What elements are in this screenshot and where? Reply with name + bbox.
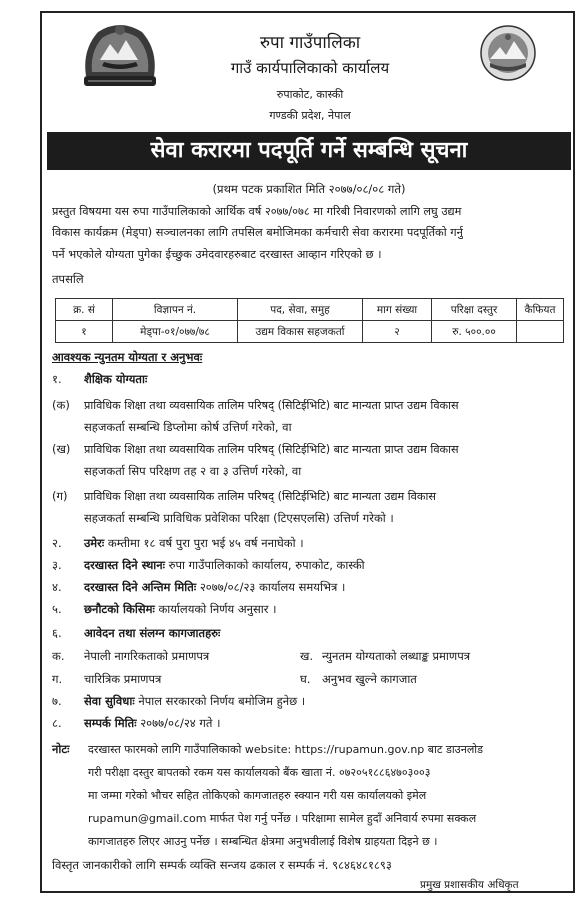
- table-cell: २: [363, 321, 432, 343]
- info-value: रुपा गाउँपालिकाको कार्यालय, रुपाकोट, कास्की: [168, 558, 365, 572]
- info-value: २०७७/०८/२४ गते ।: [140, 716, 221, 730]
- document-item: नेपाली नागरिकताको प्रमाणपत्र: [84, 649, 210, 663]
- column-header: माग संख्या: [363, 299, 432, 321]
- nepal-emblem-icon: [78, 20, 162, 90]
- table-cell: १: [56, 321, 113, 343]
- requirements-heading: आवश्यक न्युनतम योग्यता र अनुभवः: [52, 350, 203, 364]
- education-item: सहजकर्ता सम्बन्धि डिप्लोमा कोर्ष उत्तिर्ण गरेको, वा: [84, 420, 292, 434]
- table-cell: उद्यम विकास सहजकर्ता: [238, 321, 363, 343]
- note-line: गरी परीक्षा दस्तुर बापतको रकम यस कार्यालयको बैंक खाता नं. ०७२०५१८८६४७०३००३: [88, 766, 431, 779]
- notice-title: सेवा करारमा पदपूर्ति गर्ने सम्बन्धि सूचना: [47, 132, 571, 170]
- item-label: ग.: [52, 672, 63, 686]
- item-label: ख.: [300, 649, 314, 663]
- office-address: रुपाकोट, कास्की: [276, 88, 344, 101]
- education-heading: शैक्षिक योग्यताः: [84, 372, 148, 386]
- document-item: चारित्रिक प्रमाणपत्र: [84, 672, 162, 686]
- table-cell: रु. ५००.००: [432, 321, 517, 343]
- municipality-name: रुपा गाउँपालिका: [259, 33, 361, 53]
- education-item: प्राविधिक शिक्षा तथा व्यवसायिक तालिम परिषद् (सिटिईभिटि) बाट मान्यता प्राप्त उद्यम विकास: [84, 443, 459, 456]
- info-value: नेपाल सरकारको निर्णय बमोजिम हुनेछ ।: [138, 694, 306, 708]
- education-item: सहजकर्ता सम्बन्धि प्राविधिक प्रवेशिका परिक्षा (टिएसएलसि) उत्तिर्ण गरेको ।: [84, 511, 394, 525]
- item-number: ५.: [52, 602, 62, 616]
- info-label: सेवा सुविधाः: [84, 694, 135, 708]
- education-item: सहजकर्ता सिप परिक्षण तह २ वा ३ उत्तिर्ण गरेको, वा: [84, 464, 302, 478]
- item-label: क.: [52, 649, 65, 663]
- municipality-logo-icon: [480, 25, 536, 81]
- education-item: प्राविधिक शिक्षा तथा व्यवसायिक तालिम परिषद् (सिटिईभिटि) बाट मान्यता प्राप्त उद्यम विकास: [84, 399, 459, 412]
- intro-line: प्रस्तुत विषयमा यस रुपा गाउँपालिकाको आर्थिक वर्ष २०७७/०७८ मा गरिबी निवारणको लागि लघु उद्यम: [52, 205, 462, 218]
- info-label: दरखास्त दिने स्थानः: [84, 558, 165, 572]
- document-item: न्युनतम योग्यताको लब्धाङ्क प्रमाणपत्र: [322, 649, 471, 663]
- info-label: छनौटको किसिमः: [84, 602, 155, 616]
- note-line: मा जम्मा गरेको भौचर सहित तोकिएको कागजातहरु स्क्यान गरी यस कार्यालयको इमेल: [88, 789, 427, 802]
- table-row: [56, 321, 564, 343]
- item-number: ८.: [52, 716, 62, 730]
- info-value: कार्यालयको निर्णय अनुसार ।: [158, 602, 277, 616]
- column-header: क्र. सं: [56, 299, 113, 321]
- tapasil-label: तपसलि: [52, 272, 84, 286]
- document-item: अनुभव खुल्ने कागजात: [322, 672, 417, 686]
- item-number: ४.: [52, 580, 62, 594]
- note-line: दरखास्त फारमको लागि गाउँपालिकाको website: https://rupamun.gov.np बाट डाउनलोड: [88, 743, 484, 756]
- province-name: गण्डकी प्रदेश, नेपाल: [269, 109, 351, 122]
- note-line: rupamun@gmail.com मार्फत पेश गर्नु पर्नेछ । परिक्षामा सामेल हुदाँ अनिवार्य रुपमा सक्कल: [88, 812, 477, 825]
- column-header: पद, सेवा, समुह: [238, 299, 363, 321]
- item-label: घ.: [300, 672, 311, 686]
- item-number: १.: [52, 372, 62, 386]
- note-line: कागजातहरु लिएर आउनु पर्नेछ । सम्बन्धित क्षेत्रमा अनुभवीलाई विशेष ग्राहयता दिइने छ ।: [88, 835, 438, 848]
- info-item: [84, 716, 220, 731]
- education-item: प्राविधिक शिक्षा तथा व्यवसायिक तालिम परिषद् (सिटिईभिटि) बाट मान्यता उद्यम विकास: [84, 490, 436, 503]
- info-label: दरखास्त दिने अन्तिम मितिः: [84, 580, 197, 594]
- item-number: ७.: [52, 694, 62, 708]
- item-number: २.: [52, 536, 62, 550]
- column-header: कैफियत: [517, 299, 564, 321]
- table-cell: मेड्पा-०१/०७७/७८: [113, 321, 238, 343]
- info-value: कम्तीमा १८ वर्ष पुरा पुरा भई ४५ वर्ष ननाघेको ।: [107, 536, 304, 550]
- info-item: [84, 602, 276, 617]
- intro-line: विकास कार्यक्रम (मेड्पा) सञ्चालनका लागि तपसिल बमोजिमका कर्मचारी सेवा करारमा पदपूर्तिको गर्नु: [52, 226, 463, 239]
- column-header: विज्ञापन नं.: [113, 299, 238, 321]
- intro-line: पर्ने भएकोले योग्यता पुगेका ईच्छुक उमेदवारहरुबाट दरखास्त आव्हान गरिएको छ ।: [52, 248, 382, 261]
- vacancy-table: [55, 298, 564, 343]
- info-item: [84, 558, 365, 573]
- item-label: (ख): [52, 442, 71, 456]
- table-header-row: [56, 299, 564, 321]
- info-item: [84, 536, 304, 551]
- info-item: [84, 580, 345, 595]
- item-label: (क): [52, 398, 70, 412]
- contact-info: विस्तृत जानकारीको लागि सम्पर्क व्यक्ति सन्जय ढकाल र सम्पर्क नं. ९८४६४८१८९३: [52, 858, 392, 872]
- item-number: ३.: [52, 558, 62, 572]
- column-header: परिक्षा दस्तुर: [432, 299, 517, 321]
- table-cell: [517, 321, 564, 343]
- documents-heading: आवेदन तथा संलग्न कागजातहरुः: [84, 626, 221, 640]
- info-item: [84, 694, 305, 709]
- item-label: (ग): [52, 489, 68, 503]
- office-name: गाउँ कार्यपालिकाको कार्यालय: [230, 59, 390, 77]
- info-label: सम्पर्क मितिः: [84, 716, 137, 730]
- signature-title: प्रमुख प्रशासकीय अधिकृत: [420, 879, 519, 891]
- note-label: नोटः: [52, 742, 70, 756]
- published-date: (प्रथम पटक प्रकाशित मिति २०७७/०८/०८ गते): [212, 182, 406, 196]
- info-value: २०७७/०८/२३ कार्यालय समयभित्र ।: [199, 580, 346, 594]
- info-label: उमेरः: [84, 536, 105, 550]
- item-number: ६.: [52, 626, 62, 640]
